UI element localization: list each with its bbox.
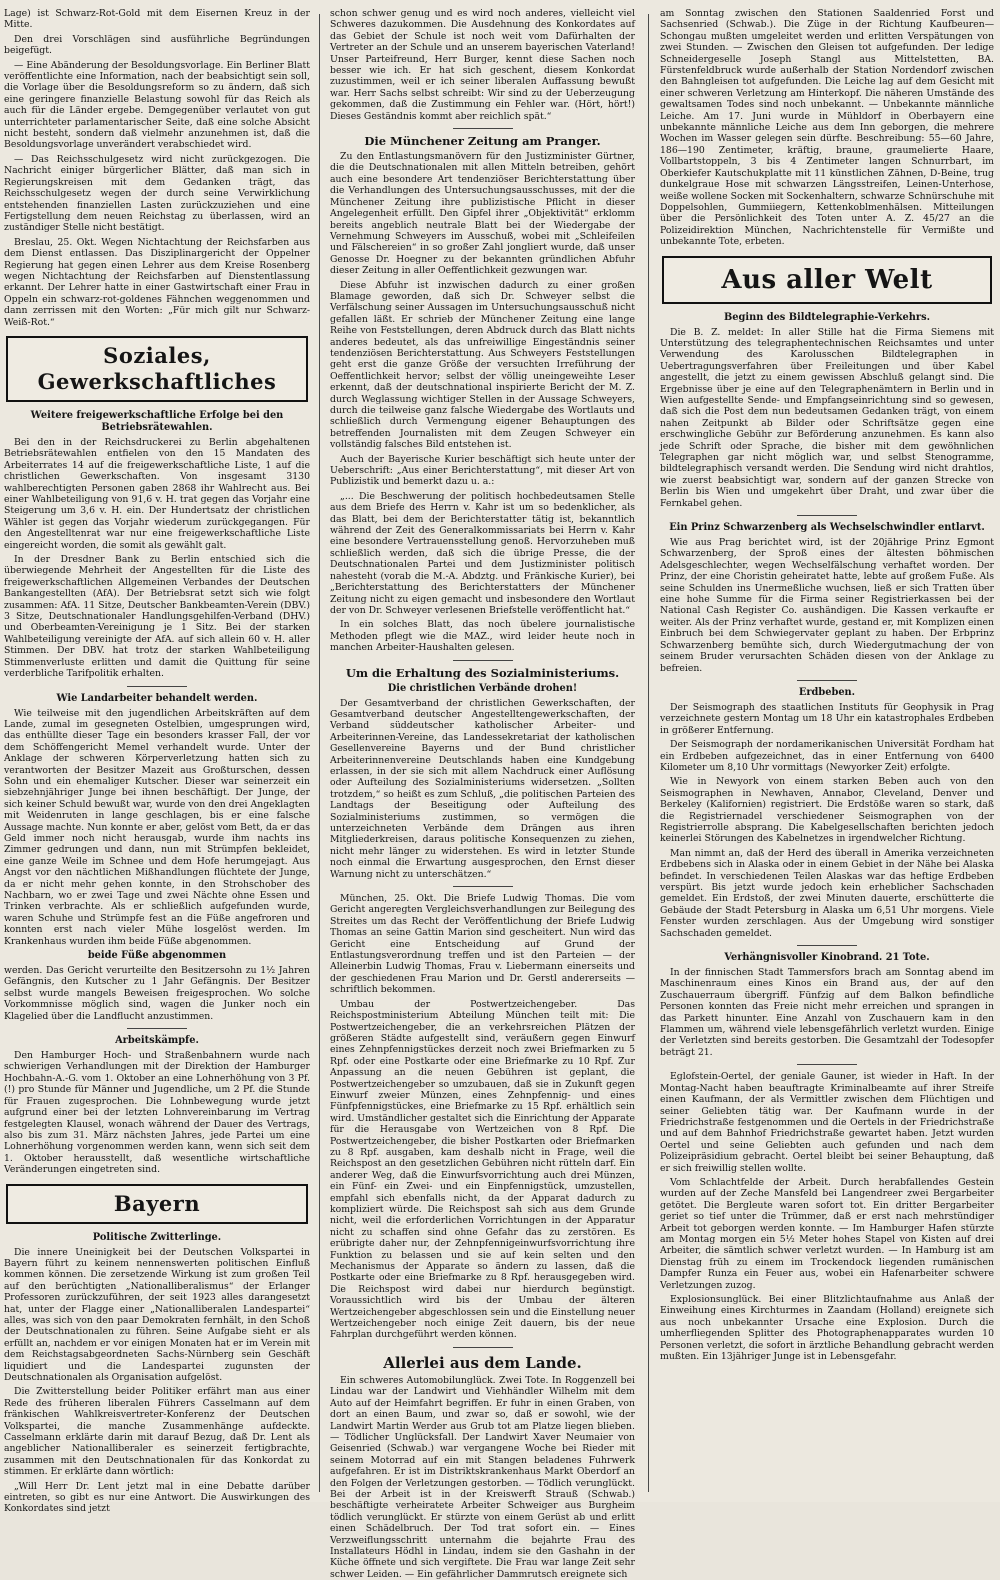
paragraph: Der Seismograph des staatlichen Instituts für Geophysik in Prag verzeichnete gestern Montag um 18 Uhr ein katastrophales Erdbeben in größerer Entfernung. [660,701,994,736]
article-heading: Weitere freigewerkschaftliche Erfolge bei den Betriebsrätewahlen. [30,409,284,433]
article-heading: Arbeitskämpfe. [115,1035,199,1047]
paragraph: München, 25. Okt. Die Briefe Ludwig Thomas. Die vom Gericht angeregten Vergleichsverhandlungen zur Beilegung des Streites um das Recht der Veröffentlichung der Briefe Ludwig Thomas an seine Gattin Marion sind gescheitert. Nun wird das Gericht eine Entscheidung auf Grund der Entlastungsverordnung treffen und ist den Parteien — der Alleinerbin Ludwig Thomas, Frau v. Liebermann einerseits und der geschiedenen Frau Marion und Dr. Gerstl andererseits — schriftlich bekommen. [330,893,635,996]
divider [453,1347,513,1348]
paragraph: Zu den Entlastungsmanövern für den Justizminister Gürtner, die die Deutschnationalen mit allen Mitteln betreiben, gehört auch eine besondere Art tendenziöser Berichterstattung über die Verhandlungen des Untersuchungsausschusses, mit der die Münchener Zeitung ihre publizistische Pflicht in dieser Angelegenheit erfüllt. Den Gipfel ihrer „Objektivität“ erklomm bereits angeblich neutrale Blatt bei der Wiedergabe der Vernehmung Schweyers im Ausschuß, wobei mit „Schleifeilen und Fälschereien“ in so großer Zahl jongliert wurde, daß unser Genosse Dr. Hoegner zu der bekannten gründlichen Abfuhr dieser Zeitung in aller Oeffentlichkeit gezwungen war. [330,151,635,277]
paragraph: Ein schweres Automobilunglück. Zwei Tote. In Roggenzell bei Lindau war der Landwirt und Viehhändler Wilhelm mit dem Auto auf der Heimfahrt begriffen. Er fuhr in einen Graben, von dort an einen Baum, und zwar so, daß er sowohl, wie der Landwirt Martin Werder aus Grub tot am Platze liegen blieben. — Tödlicher Unglücksfall. Der Landwirt Xaver Neumaier von Geisenried (Schwab.) war vergangene Woche bei Rieder mit seinem Motorrad auf ein mit Stangen beladenes Fuhrwerk aufgefahren. Er ist im Distriktskrankenhaus Markt Oberdorf an den Folgen der Verletzungen gestorben. — Tödlich verunglückt. Bei der Arbeit ist in der Kreiswerft Strauß (Schwab.) beschäftigte verheiratete Arbeiter Schweiger aus Burgheim tödlich verunglückt. Er stürzte von einem Gerüst ab und erlitt einen Schädelbruch. Der Tod trat sofort ein. — Eines Verzweiflungsschritt unternahm die bejahrte Frau des Installateurs Hödhl in Lindau, indem sie den Gashahn in der Küche öffnete und sich vergiftete. Die Frau war lange Zeit sehr schwer Leiden. — Ein gefährlicher Dammrutsch ereignete sich [330,1374,635,1580]
article-heading: Ein Prinz Schwarzenberg als Wechselschwindler entlarvt. [669,522,985,534]
paragraph: Den Hamburger Hoch- und Straßenbahnern wurde nach schwierigen Verhandlungen mit der Direktion der Hamburger Hochbahn-A.-G. vom 1. Oktober an eine Lohnerhöhung von 3 Pf.(!) pro Stunde für Männer und Jugendliche, um 2 Pf. die Stunde für Frauen zugesprochen. Die Lohnbewegung wurde jetzt aufgrund einer bei der letzten Lohnvereinbarung im Vertrag festgelegten Klausel, wonach während der Dauer des Vertrags, also bis zum 31. März nächsten Jahres, jede Partei um eine Lohnerhöhung vorgenommen werden kann, wenn sich seit dem 1. Oktober herausstellt, daß wesentliche wirtschaftliche Veränderungen eingetreten sind. [4,1050,310,1176]
divider [797,945,857,946]
paragraph: Die innere Uneinigkeit bei der Deutschen Volkspartei in Bayern führt zu keinem nennenswerten politischen Einfluß kommen können. Die zersetzende Wirkung ist zum großen Teil auf den berüchtigten „Nationalliberalismus“ der Erlanger Professoren zurückzuführen, der seit 1923 alles darangesetzt hat, unter der Flagge einer „Nationalliberalen Landespartei“ alles, was sich von den paar Demokraten fernhält, in den Schoß der Deutschnationalen zu führen. Seine Aufgabe sieht er als erfüllt an, nachdem er vor einigen Monaten hat er im Verein mit dem Reichstagsabgeordneten Sachs-Nürnberg sein Geschäft liquidiert und die Landespartei zugunsten der Deutschnationalen als Organisation aufgelöst. [4,1246,310,1383]
paragraph: Breslau, 25. Okt. Wegen Nichtachtung der Reichsfarben aus dem Dienst entlassen. Das Disziplinargericht der Oppelner Regierung hat gegen einen Lehrer aus dem Kreise Rosenberg wegen Nichtachtung der Reichsfarben auf Dienstentlassung erkannt. Der Lehrer hatte in einer Gastwirtschaft einer Frau in Oppeln ein schwarz-rot-goldenes Fähnchen weggenommen und dann zerrissen mit den Worten: „Für mich gilt nur Schwarz-Weiß-Rot.“ [4,236,310,328]
section-header-bayern: Bayern [6,1184,308,1224]
paragraph: In der finnischen Stadt Tammersfors brach am Sonntag abend im Maschinenraum eines Kinos ein Brand aus, der auf den Zuschauerraum übergriff. Fünfzig auf dem Balkon befindliche Personen konnten das Freie nicht mehr erreichen und sprangen in das Parkett hinunter. Eine Anzahl von Zuschauern kam in den Flammen um, während viele lebensgefährlich verletzt wurden. Einige der Verletzten sind bereits gestorben. Die Gesamtzahl der Todesopfer beträgt 21. [660,967,994,1058]
paragraph: Man nimmt an, daß der Herd des überall in Amerika verzeichneten Erdbebens sich in Alaska oder in einem Gebiet in der Nähe bei Alaska befindet. In verschiedenen Teilen Alaskas war das heftige Erdbeben verspürt. Bis jetzt wurde jedoch kein erheblicher Sachschaden gemeldet. Ein Erdstoß, der zwei Minuten dauerte, erschütterte die Gebäude der Stadt Petersburg in Alaska um 6,51 Uhr morgens. Viele Fenster wurden zerschlagen. Aus der Umgebung wird sonstiger Sachschaden gemeldet. [660,847,994,939]
paragraph: In ein solches Blatt, das noch übelere journalistische Methoden pflegt wie die MAZ., wird leider heute noch in manchen Arbeiter-Haushalten gelesen. [330,619,635,654]
inline-heading: beide Füße abgenommen [87,950,227,962]
article-heading: Verhängnisvoller Kinobrand. 21 Tote. [724,952,930,964]
paragraph: — Eine Abänderung der Besoldungsvorlage. Ein Berliner Blatt veröffentlichte eine Information, nach der beabsichtigt sein soll, die Vorlage über die Besoldungsreform so zu ändern, daß sich eine geringere finanzielle Belastung sowohl für das Reich als auch für die Länder ergebe. Demgegenüber verlautet von gut unterrichteter parlamentarischer Seite, daß eine solche Absicht nicht besteht, sondern daß vielmehr anzunehmen ist, daß die Besoldungsvorlage unverändert verabschiedet wird. [4,59,310,151]
divider [797,1064,857,1065]
article-heading: Politische Zwitterlinge. [92,1231,222,1243]
paragraph: — Das Reichsschulgesetz wird nicht zurückgezogen. Die Nachricht einiger bürgerlicher Blätter, daß man sich in Regierungskreisen mit dem Gedanken trägt, das Reichsschulgesetz wegen der durch seine Verwirklichung entstehenden finanziellen Lasten zurückzuziehen und eine Fertigstellung dem neuen Reichstag zu überlassen, wird an zuständiger Stelle nicht bestätigt. [4,153,310,234]
article-heading: Allerlei aus dem Lande. [383,1353,582,1372]
paragraph: Lage) ist Schwarz-Rot-Gold mit dem Eisernen Kreuz in der Mitte. [4,8,310,31]
paragraph: Wie teilweise mit den jugendlichen Arbeitskräften auf dem Lande, zumal im gesegneten Ostelbien, umgesprungen wird, das enthüllte dieser Tage ein besonders krasser Fall, der vor dem Schöffengericht Memel verhandelt wurde. Unter der Anklage der schweren Körperverletzung hatten sich zu verantworten der Besitzer Mazeit aus Großturschen, dessen Sohn und ein ehemaliger Kutscher. Dieser war seinerzeit ein siebzehnjähriger Junge bei ihnen beschäftigt. Der Junge, der sich keiner Schuld bewußt war, wurde von den drei Angeklagten mit Weidenruten in lange geschlagen, bis er eine falsche Aussage machte. Nun konnte er aber, gelöst vom Bett, da er das Geld immer noch nicht herausgab, wurde ihm nachts ins Zimmer gedrungen und dann, nun mit Strümpfen bekleidet, eine ganze Weile im Schnee und dem Hofe herumgejagt. Aus Angst vor den nächtlichen Mißhandlungen flüchtete der Junge, da er nicht mehr gehen konnte, in den Strohschober des Nachbarn, wo er zwei Tage und zwei Nächte ohne Essen und Trinken verbrachte. Als er schließlich aufgefunden wurde, waren Schuhe und Strümpfe fest an die Füße angefroren und konnten erst nach vieler Mühe losgelöst werden. Im Krankenhaus wurden ihm beide Füße abgenommen. [4,707,310,947]
paragraph: Auch der Bayerische Kurier beschäftigt sich heute unter der Ueberschrift: „Aus einer Berichterstattung“, mit dieser Art von Publizistik und bemerkt dazu u. a.: [330,453,635,488]
divider [453,128,513,129]
article-heading: Die Münchener Zeitung am Pranger. [364,134,601,149]
paragraph: „... Die Beschwerung der politisch hochbedeutsamen Stelle aus dem Briefe des Herrn v. Kahr ist um so bedenklicher, als das Blatt, bei dem der Berichterstatter tätig ist, bekanntlich während der Zeit des Generalkommissariats bei Herrn v. Kahr eine besondere Vertrauensstellung genoß. Hervorzuheben muß schließlich werden, daß sich die übrige Presse, die der Deutschnationalen Partei und dem Justizminister politisch nahesteht (vorab die M.-A. Abdztg. und Fränkische Kurier), bei „Berichterstattung des Berichterstatters der Münchener Zeitung nicht zu eigen gemacht und insbesondere den Wortlaut der von Dr. Schweyer verlesenen Briefstelle veröffentlicht hat.“ [330,490,635,616]
section-header-soziales: Soziales, Gewerkschaftliches [6,336,308,402]
divider [453,886,513,887]
divider [127,686,187,687]
divider [453,660,513,661]
paragraph: Der Seismograph der nordamerikanischen Universität Fordham hat ein Erdbeben aufgezeichnet, das in einer Entfernung von 6400 Kilometer um 8,10 Uhr vormittags (Newyorker Zeit) erfolgte. [660,739,994,773]
column-rule [648,14,649,1492]
paragraph: Diese Abfuhr ist inzwischen dadurch zu einer großen Blamage geworden, daß sich Dr. Schweyer selbst die Verfälschung seiner Aussagen im Untersuchungsausschuß nicht gefallen läßt. Er schrieb der Münchener Zeitung eine lange Reihe von Feststellungen, deren Abdruck durch das Blatt nichts anderes bedeutet, als das unfreiwillige Eingeständnis seiner tendenziösen Berichterstattung. Aus Schweyers Feststellungen geht erst die ganze Größe der versuchten Irreführung der Oeffentlichkeit hervor; selbst der völlig uneingeweihte Leser erkennt, daß der deutschnational inspirierte Bericht der M. Z. durch Weglassung wichtiger Stellen in der Aussage Schweyers, durch die teilweise ganz falsche Wiedergabe des Wortlauts und schließlich durch Vermengung eigener Behauptungen des betreffenden Journalisten mit dem Zeugen Schweyer ein vollständig falsches Bild entstehen ist. [330,279,635,451]
paragraph: Explosionsunglück. Bei einer Blitzlichtaufnahme aus Anlaß der Einweihung eines Kirchturmes in Zaandam (Holland) ereignete sich aus noch unbekannter Ursache eine Explosion. Durch die umherfliegenden Splitter des Photographenapparates wurden 10 Personen verletzt, die sofort in ärztliche Behandlung gebracht werden mußten. Ein 13jähriger Junge ist in Lebensgefahr. [660,1294,994,1363]
column-2 [330,8,635,1580]
column-1 [4,8,310,1515]
divider [127,1028,187,1029]
paragraph: Umbau der Postwertzeichengeber. Das Reichspostministerium Abteilung München teilt mit: Die Postwertzeichengeber, die an verkehrsreichen Plätzen der größeren Städte aufgestellt sind, veräußern gegen Einwurf eines Zehnpfennigstückes derzeit noch zwei Briefmarken zu 5 Rpf. oder eine Postkarte oder eine Briefmarke zu 10 Rpf. Zur Anpassung an die neuen Gebühren ist geplant, die Postwertzeichengeber so umzubauen, daß sie in Zukunft gegen Einwurf zweier Münzen, eines Zehnpfennig- und eines Fünfpfennigstückes, eine Briefmarke zu 15 Rpf. erhältlich sein wird. Umständlicher gestaltet sich die Einrichtung der Apparate für die Herausgabe von Wertzeichen von 8 Rpf. Die Postwertzeichengeber, die bisher Postkarten oder Briefmarken zu 8 Rpf. ausgaben, kam deshalb nicht in Frage, weil die Reichspost an den gesetzlichen Gebühren nicht rütteln darf. Ein anderer Weg, daß die Einwurfsvorrichtung auch drei Münzen, ein Fünf- ein Zwei- und ein Einpfennigstück, umzustellen, empfahl sich ebenfalls nicht, da der Apparat dadurch zu kompliziert würde. Die Reichspost sah sich aus dem Grunde nicht, weil die erforderlichen Vorrichtungen in der Apparatur nicht zu schaffen sind ohne Gefahr das zu zerstören. Es erübrigte daher nur, der Zehnpfennigeinwurfsvorrichtung ihre Funktion zu belassen und sie auf kein selten und den Mechanismus der Apparate so ändern zu lassen, daß die Postkarte oder eine Briefmarke zu 8 Rpf. herausgegeben wird. Die Reichspost wird dabei nur hierdurch begünstigt. Voraussichtlich wird bis der Umbau der älteren Wertzeichengeber abgeschlossen sein und die Einstellung neuer Wertzeichengeber noch einige Zeit dauern, bis der neue Fahrplan durchgeführt werden können. [330,998,635,1341]
paragraph: Der Gesamtverband der christlichen Gewerkschaften, der Gesamtverband deutscher Angestelltengewerkschaften, der Verband süddeutscher katholischer Arbeiter- und Arbeiterinnen-Vereine, das Landessekretariat der katholischen Gesellenvereine Bayerns und der Bund christlicher Arbeiterinnenvereine Deutschlands haben eine Kundgebung erlassen, in der sie sich mit allem Nachdruck einer Auflösung oder Aufteilung des Sozialministeriums widersetzen. „Sollten trotzdem,“ so heißt es zum Schluß, „die politischen Parteien des Landtags der Beseitigung oder Aufteilung des Sozialministeriums zustimmen, so vermögen die unterzeichneten Verbände dem Drängen aus ihren Mitgliederkreisen, daraus politische Konsequenzen zu ziehen, nicht mehr länger zu widerstehen. Es wird in letzter Stunde noch einmal die Erwartung ausgesprochen, den Ernst dieser Warnung nicht zu unterschätzen.“ [330,697,635,880]
paragraph: In der Dresdner Bank zu Berlin entschied sich die überwiegende Mehrheit der Angestellten für die Liste des freigewerkschaftlichen Allgemeinen Verbandes der Deutschen Bankangestellten (AfA). Der Betriebsrat setzt sich wie folgt zusammen: AfA. 11 Sitze, Deutscher Bankbeamten-Verein (DBV.) 3 Sitze, Deutschnationaler Handlungsgehilfen-Verband (DHV.) und Oberbeamten-Vereinigung je 1 Sitz. Bei der starken Wahlbeteiligung vereinigte der AfA. auf sich allein 60 v. H. aller Stimmen. Der DBV. hat trotz der starken Wahlbeteiligung Stimmenverluste erlitten und damit die Quittung für seine verderbliche Tarifpolitik erhalten. [4,554,310,680]
article-subheading: Die christlichen Verbände drohen! [387,682,578,694]
paragraph: Die Zwitterstellung beider Politiker erfährt man aus einer Rede des früheren liberalen Führers Casselmann auf dem fränkischen Wahlkreisvertreter-Konferenz der Deutschen Volkspartei, die manche Zusammenhänge aufdeckte. Casselmann erklärte darin mit darauf Bezug, daß Dr. Lent als angeblicher Nationalliberaler es seinerzeit fertigbrachte, zusammen mit den Deutschnationalen für das Konkordat zu stimmen. Er erklärte dann wörtlich: [4,1386,310,1478]
article-heading: Erdbeben. [798,686,856,698]
paragraph: Die B. Z. meldet: In aller Stille hat die Firma Siemens mit Unterstützung des telegraphentechnischen Reichsamtes und unter Verwendung des Karolusschen Bildtelegraphen in Uebertragungsverfahren über Freileitungen und über Kabel angestellt, die jetzt zu einem gewissen Abschluß gelangt sind. Die Ergebnisse über je eine auf den Telegraphenämtern in Berlin und in Wien aufgestellte Sende- und Empfangseinrichtung sind so gewesen, daß sich die Post dem nun bedeutsamen Gedanken trägt, von einem nahen Zeitpunkt ab Bilder oder Schriftsätze gegen eine erschwingliche Gebühr zur Beförderung anzunehmen. Es kann also jede Schrift oder Sprache, die bisher mit dem gewöhnlichen Telegraphen gar nicht möglich war, und selbst Stenogramme, bildtelegraphisch versandt werden. Die Sendung wird nicht drahtlos, wie zuerst beabsichtigt war, sondern auf der ganzen Strecke von Berlin bis Wien und umgekehrt über Draht, und zwar über die Fernkabel gehen. [660,326,994,509]
paragraph: Den drei Vorschlägen sind ausführliche Begründungen beigefügt. [4,33,310,57]
paragraph: „Will Herr Dr. Lent jetzt mal in eine Debatte darüber eintreten, so gibt es nur eine Antwort. Die Auswirkungen des Konkordates sind jetzt [4,1480,310,1515]
paragraph: Wie in Newyork von einem starken Beben auch von den Seismographen in Newhaven, Annabor, Cleveland, Denver und Berkeley (Kalifornien) registriert. Die Erdstöße waren so stark, daß die Registriernadel verschiedener Seismographen von der Registrierrolle absprang. Die Kabelgesellschaften berichten jedoch keinerlei Störungen des Kabelnetzes in irgendwelcher Richtung. [660,776,994,845]
paragraph: schon schwer genug und es wird noch anderes, vielleicht viel Schweres dazukommen. Die Ausdehnung des Konkordates auf das Gebiet der Schule ist noch weit vom Dafürhalten der Vertreter an der Schule und an unserem bayerischen Vaterland! Unser Parteifreund, Herr Burger, kennt diese Sachen noch besser wie ich. Er hat sich geschent, diesem Konkordat zuzustimmen, weil er ich seiner liberalen Auffassung bewußt war. Herr Sachs selbst schreibt: Wir sind zu der Ueberzeugung gekommen, daß die Zustimmung ein Fehler war. (Hört, hört!) Dieses Geständnis kommt aber reichlich spät.“ [330,8,635,122]
article-heading: Wie Landarbeiter behandelt werden. [56,692,258,704]
paragraph: Bei den in der Reichsdruckerei zu Berlin abgehaltenen Betriebsrätewahlen entfielen von den 15 Mandaten des Arbeiterrates 14 auf die freigewerkschaftliche Liste, 1 auf die christlichen Gewerkschaften. Von insgesamt 3130 wahlberechtigten Personen gaben 2868 ihr Wahlrecht aus. Bei einer Wahlbeteiligung von 91,6 v. H. trat gegen das Vorjahr eine Steigerung um 3,6 v. H. ein. Der Hundertsatz der christlichen Wähler ist gegen das Vorjahr wiederum zurückgegangen. Für den Angestelltenrat war nur eine freigewerkschaftliche Liste eingereicht worden, die somit als gewählt galt. [4,436,310,551]
column-rule [319,14,320,1492]
paragraph: Eglofstein-Oertel, der geniale Gauner, ist wieder in Haft. In der Montag-Nacht haben beauftragte Kriminalbeamte auf ihrer Streife einen Kaufmann, der als Vermittler zwischen dem Flüchtigen und seiner Geliebten tätig war. Der Kaufmann wurde in der Friedrichstraße festgenommen und die Oertels in der Friedrichstraße und auf dem Bahnhof Friedrichstraße gewartet haben. Jetzt wurden Oertel und seine Geliebten auch gefunden und nach dem Polizeipräsidium gebracht. Oertel bleibt bei seiner Behauptung, daß er sich freiwillig stellen wollte. [660,1071,994,1174]
paragraph: am Sonntag zwischen den Stationen Saaldenried Forst und Sachsenried (Schwab.). Die Züge in der Richtung Kaufbeuren—Schongau mußten umgeleitet werden und erlitten Verspätungen von zwei Stunden. — Zwischen den Gleisen tot aufgefunden. Der ledige Schneidergeselle Joseph Stangl aus Mittelstetten, BA. Fürstenfeldbruck wurde außerhalb der Station Nordendorf zwischen den Bahngleisen tot aufgefunden. Die Leiche lag auf dem Gesicht mit einer schweren Verletzung am Hinterkopf. Die näheren Umstände des gewaltsamen Todes sind noch unbekannt. — Unbekannte männliche Leiche. Am 17. Juni wurde in Mühldorf in Oberbayern eine unbekannte männliche Leiche aus dem Inn geborgen, die mehrere Wochen im Wasser gelegen sein dürfte. Beschreibung: 55—60 Jahre, 186—190 Zentimeter, kräftig, braune, graumelierte Haare, Vollbartstoppeln, 3 bis 4 Zentimeter langen Schnurrbart, im Oberkiefer Kautschukplatte mit 11 künstlichen Zähnen, D-Beine, trug dunkelgraue Hose mit schwarzen Längsstreifen, Leinen-Unterhose, weiße wollene Socken mit Sockenhaltern, schwarze Schnürschuhe mit Doppelsohlen, Gummiiegern, Kettenkoblmenhälsen. Mitteilungen über die Persönlichkeit des Toten unter A. Z. 45/27 an die Polizeidirektion München, Nachrichtenstelle für Vermißte und unbekannte Tote, erbeten. [660,8,994,248]
article-heading: Beginn des Bildtelegraphie-Verkehrs. [723,311,930,323]
divider [797,515,857,516]
paragraph: Vom Schlachtfelde der Arbeit. Durch herabfallendes Gestein wurden auf der Zeche Mansfeld bei Langendreer zwei Bergarbeiter getötet. Die Bergleute waren sofort tot. Ein dritter Bergarbeiter geriet so tief unter die Trümmer, daß er erst nach mehrstündiger Arbeit tot geborgen werden konnte. — Im Hamburger Hafen stürzte am Montag morgen ein 5½ Meter hohes Stapel von Kisten auf drei Arbeiter, die sämtlich schwer verletzt wurden. — In Hamburg ist am Dienstag früh zu einem im Trockendock liegenden rumänischen Dampfer Runza ein Feuer aus, wobei ein Hafenarbeiter schwere Verletzungen zuzog. [660,1176,994,1291]
paragraph: werden. Das Gericht verurteilte den Besitzersohn zu 1½ Jahren Gefängnis, den Kutscher zu 1 Jahr Gefängnis. Der Besitzer selbst wurde mangels Beweisen freigesprochen. Wo solche Vorkommnisse möglich sind, wagen die Junker noch ein Klagelied über die Landflucht anzustimmen. [4,965,310,1022]
article-heading: Um die Erhaltung des Sozialministeriums. [345,665,620,680]
paragraph: Wie aus Prag berichtet wird, ist der 20jährige Prinz Egmont Schwarzenberg, der Sproß eines der ältesten böhmischen Adelsgeschlechter, wegen Wechselfälschung verhaftet worden. Der Prinz, der eine Choristin geheiratet hatte, lebte auf großem Fuße. Als seine Schulden ins Unermeßliche wuchsen, ließ er sich Tratten über eine hohe Summe für die Firma seiner Registrierkassen bei der National Cash Register Co. aushändigen. Die Kassen verkaufte er weiter. Als der Prinz verhaftet wurde, gestand er, mit Komplizen einen Einbruch bei dem Schwiegervater geplant zu haben. Der Erbprinz Schwarzenberg bemühte sich, durch Wiedergutmachung der von seinem Bruder verursachten Schäden diesen von der Anklage zu befreien. [660,537,994,674]
divider [797,680,857,681]
column-3 [660,8,994,1494]
section-header-aus-aller-welt: Aus aller Welt [662,256,992,304]
